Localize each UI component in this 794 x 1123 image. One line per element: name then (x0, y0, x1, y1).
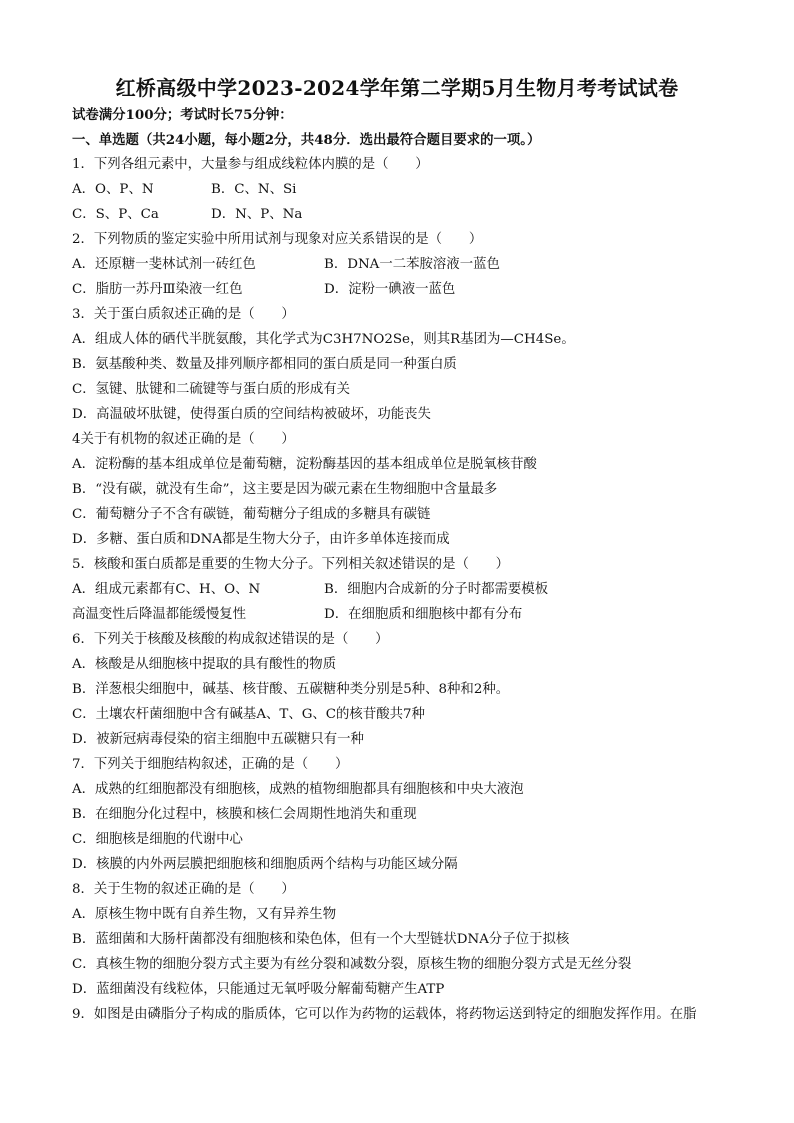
option-c: C．脂肪一苏丹Ⅲ染液一红色 (72, 282, 243, 297)
question-4-option-b: B．“没有碳，就没有生命”，这主要是因为碳元素在生物细胞中含量最多 (72, 482, 498, 497)
option-a: A．组成元素都有C、H、O、N (72, 582, 261, 597)
question-3-option-d: D．高温破坏肽键，使得蛋白质的空间结构被破坏，功能丧失 (72, 407, 431, 422)
question-8-option-d: D．蓝细菌没有线粒体，只能通过无氧呼吸分解葡萄糖产生ATP (72, 982, 445, 997)
question-2-options-row-2 (72, 281, 456, 299)
option-d: D．淀粉一碘液一蓝色 (324, 282, 456, 297)
question-3-option-a: A．组成人体的硒代半胱氨酸，其化学式为C3H7NO2Se，则其R基团为—CH4Se。 (72, 332, 575, 347)
question-8-option-c: C．真核生物的细胞分裂方式主要为有丝分裂和减数分裂，原核生物的细胞分裂方式是无丝分裂 (72, 957, 632, 972)
question-5-stem: 5．核酸和蛋白质都是重要的生物大分子。下列相关叙述错误的是（ ） (72, 557, 510, 572)
question-7-option-b: B．在细胞分化过程中，核膜和核仁会周期性地消失和重现 (72, 807, 417, 822)
question-4-stem: 4关于有机物的叙述正确的是（ ） (72, 432, 295, 447)
question-1-stem: 1．下列各组元素中，大量参与组成线粒体内膜的是（ ） (72, 157, 429, 172)
question-5-options-row-2 (72, 606, 523, 624)
question-4-option-c: C．葡萄糖分子不含有碳链，葡萄糖分子组成的多糖具有碳链 (72, 507, 431, 522)
option-b: B．C、N、Si (211, 182, 297, 197)
question-2-options-row-1 (72, 256, 500, 274)
question-4-option-a: A．淀粉酶的基本组成单位是葡萄糖，淀粉酶基因的基本组成单位是脱氧核苷酸 (72, 457, 537, 472)
question-1-options-row-1 (72, 181, 297, 199)
question-6-option-a: A．核酸是从细胞核中提取的具有酸性的物质 (72, 657, 337, 672)
question-7-option-d: D．核膜的内外两层膜把细胞核和细胞质两个结构与功能区域分隔 (72, 857, 458, 872)
question-3-option-c: C．氢键、肽键和二硫键等与蛋白质的形成有关 (72, 382, 351, 397)
option-c: 高温变性后降温都能缓慢复性 (72, 607, 247, 622)
question-5-options-row-1 (72, 581, 549, 599)
option-a: A．还原糖一斐林试剂一砖红色 (72, 257, 256, 272)
exam-info: 试卷满分100分；考试时长75分钟： (72, 107, 293, 123)
question-6-option-c: C．土壤农杆菌细胞中含有碱基A、T、G、C的核苷酸共7种 (72, 707, 425, 722)
option-a: A．O、P、N (72, 182, 154, 197)
option-d: D．N、P、Na (211, 207, 303, 222)
question-2-stem: 2．下列物质的鉴定实验中所用试剂与现象对应关系错误的是（ ） (72, 232, 483, 247)
question-8-option-a: A．原核生物中既有自养生物，又有异养生物 (72, 907, 337, 922)
option-b: B．细胞内合成新的分子时都需要模板 (324, 582, 549, 597)
question-7-option-c: C．细胞核是细胞的代谢中心 (72, 832, 243, 847)
question-3-stem: 3．关于蛋白质叙述正确的是（ ） (72, 307, 295, 322)
question-6-stem: 6．下列关于核酸及核酸的构成叙述错误的是（ ） (72, 632, 389, 647)
exam-title: 红桥高级中学2023-2024学年第二学期5月生物月考考试试卷 (115, 76, 679, 100)
question-7-option-a: A．成熟的红细胞都没有细胞核，成熟的植物细胞都具有细胞核和中央大液泡 (72, 782, 524, 797)
option-d: D．在细胞质和细胞核中都有分布 (324, 607, 523, 622)
option-b: B．DNA一二苯胺溶液一蓝色 (324, 257, 500, 272)
question-7-stem: 7．下列关于细胞结构叙述，正确的是（ ） (72, 757, 349, 772)
question-8-option-b: B．蓝细菌和大肠杆菌都没有细胞核和染色体，但有一个大型链状DNA分子位于拟核 (72, 932, 570, 947)
question-8-stem: 8．关于生物的叙述正确的是（ ） (72, 882, 295, 897)
section-heading: 一、单选题（共24小题，每小题2分，共48分．选出最符合题目要求的一项。） (72, 132, 541, 148)
question-1-options-row-2 (72, 206, 303, 224)
option-c: C．S、P、Ca (72, 207, 159, 222)
question-6-option-d: D．被新冠病毒侵染的宿主细胞中五碳糖只有一种 (72, 732, 364, 747)
question-9-stem: 9．如图是由磷脂分子构成的脂质体，它可以作为药物的运载体，将药物运送到特定的细胞发挥作用。在脂 (72, 1007, 697, 1022)
question-6-option-b: B．洋葱根尖细胞中，碱基、核苷酸、五碳糖种类分别是5种、8种和2种。 (72, 682, 510, 697)
question-3-option-b: B．氨基酸种类、数量及排列顺序都相同的蛋白质是同一种蛋白质 (72, 357, 457, 372)
question-4-option-d: D．多糖、蛋白质和DNA都是生物大分子，由许多单体连接而成 (72, 532, 450, 547)
